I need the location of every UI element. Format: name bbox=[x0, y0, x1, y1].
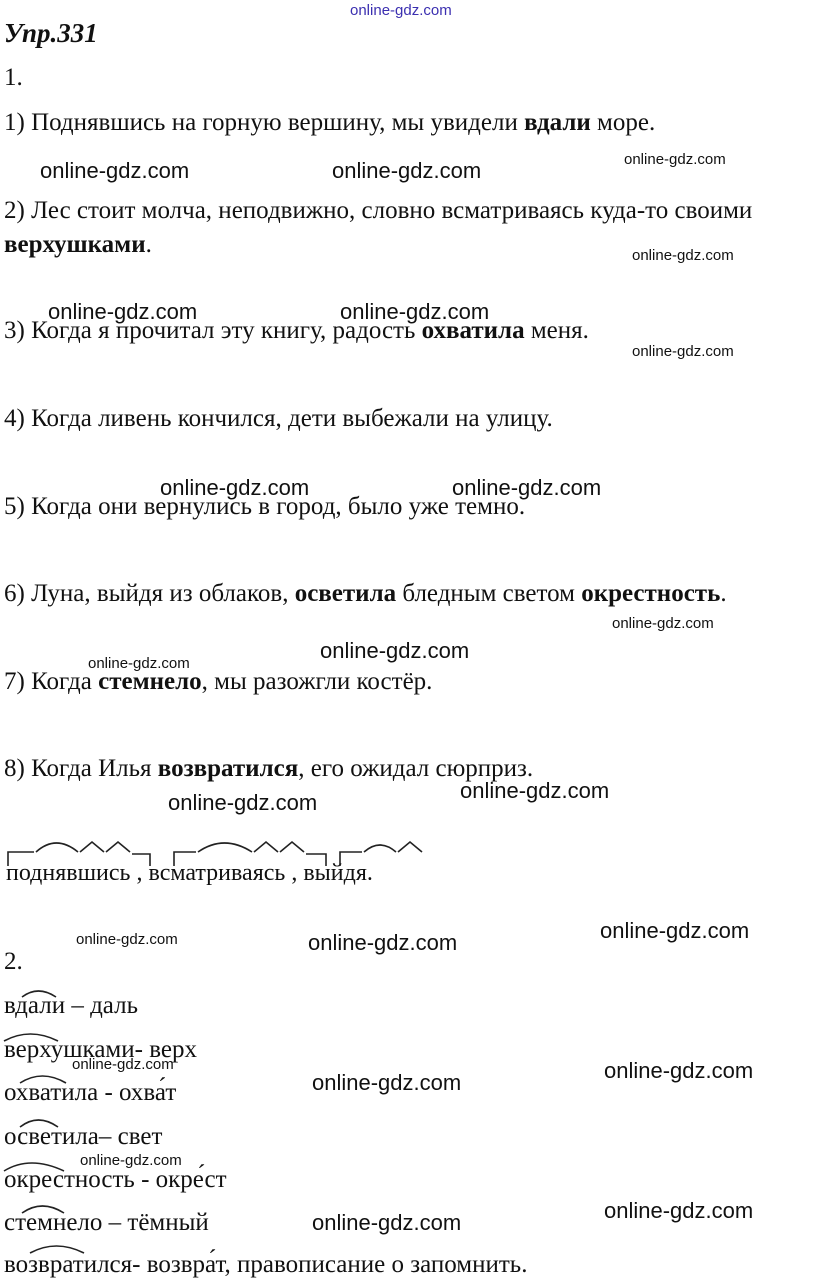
watermark: online-gdz.com bbox=[320, 638, 470, 663]
dash: - bbox=[134, 1036, 150, 1063]
watermark: online-gdz.com bbox=[624, 151, 726, 168]
morphemic-word-vyydya: выйдя bbox=[303, 860, 367, 886]
morpheme-marks-part2 bbox=[0, 985, 200, 1275]
sentence-text: . bbox=[720, 580, 727, 607]
sentence-text: . bbox=[145, 231, 152, 258]
suffix-mark bbox=[80, 842, 104, 852]
sentence-text: Поднявшись на горную вершину, мы увидели bbox=[31, 109, 525, 136]
root-word: окре́ст bbox=[155, 1166, 227, 1193]
postfix-mark bbox=[306, 854, 326, 866]
sentence-number: 6) bbox=[4, 580, 25, 607]
suffix-mark bbox=[280, 842, 304, 852]
sentence-number: 8) bbox=[4, 755, 25, 782]
part1-label: 1. bbox=[4, 64, 23, 91]
dash: – bbox=[102, 1209, 128, 1236]
watermark: online-gdz.com bbox=[312, 1210, 462, 1235]
highlighted-word: стемнело bbox=[98, 668, 202, 695]
root-arc bbox=[198, 843, 252, 852]
sentence-4 bbox=[4, 404, 553, 434]
sentence-text: , мы разожгли костёр. bbox=[201, 668, 433, 695]
analyzed-word: возвратился bbox=[4, 1251, 133, 1278]
root-word: возвра́т, правописание о запомнить. bbox=[146, 1251, 528, 1278]
watermark: online-gdz.com bbox=[48, 299, 198, 324]
separator: , bbox=[136, 860, 143, 886]
sentence-text: меня. bbox=[524, 317, 589, 344]
root-arc bbox=[22, 1206, 64, 1213]
highlighted-word: окрестность bbox=[581, 580, 721, 607]
sentence-2-continuation bbox=[4, 230, 152, 260]
watermark: online-gdz.com bbox=[40, 158, 190, 183]
exercise-title: Упр.331 bbox=[4, 18, 98, 48]
sentence-number: 7) bbox=[4, 668, 25, 695]
highlighted-word: охватила bbox=[421, 317, 525, 344]
root-word: верх bbox=[149, 1036, 197, 1063]
dash: - bbox=[132, 1251, 147, 1278]
dash: - bbox=[98, 1079, 120, 1106]
root-word: охва́т bbox=[119, 1079, 177, 1106]
suffix-mark bbox=[254, 842, 278, 852]
highlighted-word: вдали bbox=[524, 109, 591, 136]
sentence-number: 4) bbox=[4, 405, 25, 432]
watermark: online-gdz.com bbox=[160, 475, 310, 500]
root-arc bbox=[4, 1163, 64, 1171]
separator: , bbox=[291, 860, 298, 886]
analyzed-word: осветила bbox=[4, 1123, 99, 1150]
prefix-mark bbox=[174, 852, 196, 866]
root-arc bbox=[20, 1076, 66, 1083]
sentence-text: бледным светом bbox=[396, 580, 582, 607]
analyzed-word: охватила bbox=[4, 1079, 99, 1106]
sentence-text: Когда я прочитал эту книгу, радость bbox=[31, 317, 422, 344]
watermark: online-gdz.com bbox=[452, 475, 602, 500]
watermark: online-gdz.com bbox=[168, 790, 318, 815]
sentence-text: Когда bbox=[31, 668, 99, 695]
sentence-number: 1) bbox=[4, 109, 25, 136]
morpheme-marks-part1 bbox=[0, 830, 460, 890]
separator: . bbox=[366, 860, 373, 886]
watermark: online-gdz.com bbox=[460, 778, 610, 803]
analyzed-word: стемнело bbox=[4, 1209, 103, 1236]
highlighted-word: верхушками bbox=[4, 231, 146, 258]
root-arc bbox=[364, 845, 396, 852]
watermark: online-gdz.com bbox=[350, 2, 452, 19]
watermark: online-gdz.com bbox=[308, 930, 458, 955]
sentence-text: море. bbox=[590, 109, 656, 136]
sentence-text: Луна, выйдя из облаков, bbox=[31, 580, 295, 607]
sentence-2 bbox=[4, 196, 752, 226]
sentence-1 bbox=[4, 108, 655, 138]
suffix-mark bbox=[398, 842, 422, 852]
watermark: online-gdz.com bbox=[88, 655, 190, 672]
dash: - bbox=[134, 1166, 156, 1193]
postfix-mark bbox=[132, 854, 150, 866]
watermark: online-gdz.com bbox=[612, 615, 714, 632]
suffix-mark bbox=[106, 842, 130, 852]
dash: – bbox=[65, 992, 91, 1019]
sentence-text: Когда они вернулись в город, было уже темно. bbox=[31, 493, 526, 520]
watermark: online-gdz.com bbox=[312, 1070, 462, 1095]
watermark: online-gdz.com bbox=[632, 247, 734, 264]
root-word: тёмный bbox=[127, 1209, 209, 1236]
highlighted-word: осветила bbox=[294, 580, 397, 607]
analyzed-word: вдали bbox=[4, 992, 66, 1019]
root-arc bbox=[36, 843, 78, 852]
dash: – bbox=[98, 1123, 118, 1150]
watermark: online-gdz.com bbox=[600, 918, 750, 943]
sentence-text: , его ожидал сюрприз. bbox=[298, 755, 534, 782]
analyzed-word: верхушками bbox=[4, 1036, 135, 1063]
sentence-number: 3) bbox=[4, 317, 25, 344]
root-word: свет bbox=[117, 1123, 163, 1150]
sentence-7 bbox=[4, 667, 432, 697]
sentence-text: Когда Илья bbox=[31, 755, 158, 782]
watermark: online-gdz.com bbox=[604, 1198, 754, 1223]
watermark: online-gdz.com bbox=[80, 1152, 182, 1169]
sentence-6 bbox=[4, 579, 727, 609]
root-arc bbox=[4, 1034, 58, 1041]
watermark: online-gdz.com bbox=[332, 158, 482, 183]
watermark: online-gdz.com bbox=[76, 931, 178, 948]
watermark: online-gdz.com bbox=[72, 1056, 174, 1073]
sentence-8 bbox=[4, 754, 533, 784]
prefix-mark bbox=[8, 852, 34, 866]
sentence-text: Лес стоит молча, неподвижно, словно всматриваясь куда-то своими bbox=[31, 197, 753, 224]
morphemic-word-vsmatrivayas: всматриваясь bbox=[148, 860, 286, 886]
root-arc bbox=[20, 1120, 58, 1127]
sentence-number: 2) bbox=[4, 197, 25, 224]
sentence-text: Когда ливень кончился, дети выбежали на улицу. bbox=[31, 405, 553, 432]
morphemic-word-podnyavshis: поднявшись bbox=[6, 860, 131, 886]
prefix-mark bbox=[340, 852, 362, 866]
watermark: online-gdz.com bbox=[632, 343, 734, 360]
root-arc bbox=[30, 1246, 84, 1253]
sentence-number: 5) bbox=[4, 493, 25, 520]
watermark: online-gdz.com bbox=[604, 1058, 754, 1083]
part2-label: 2. bbox=[4, 948, 23, 975]
watermark: online-gdz.com bbox=[340, 299, 490, 324]
root-arc bbox=[22, 991, 56, 997]
root-word: даль bbox=[90, 992, 138, 1019]
analyzed-word: окрестность bbox=[4, 1166, 135, 1193]
highlighted-word: возвратился bbox=[157, 755, 299, 782]
